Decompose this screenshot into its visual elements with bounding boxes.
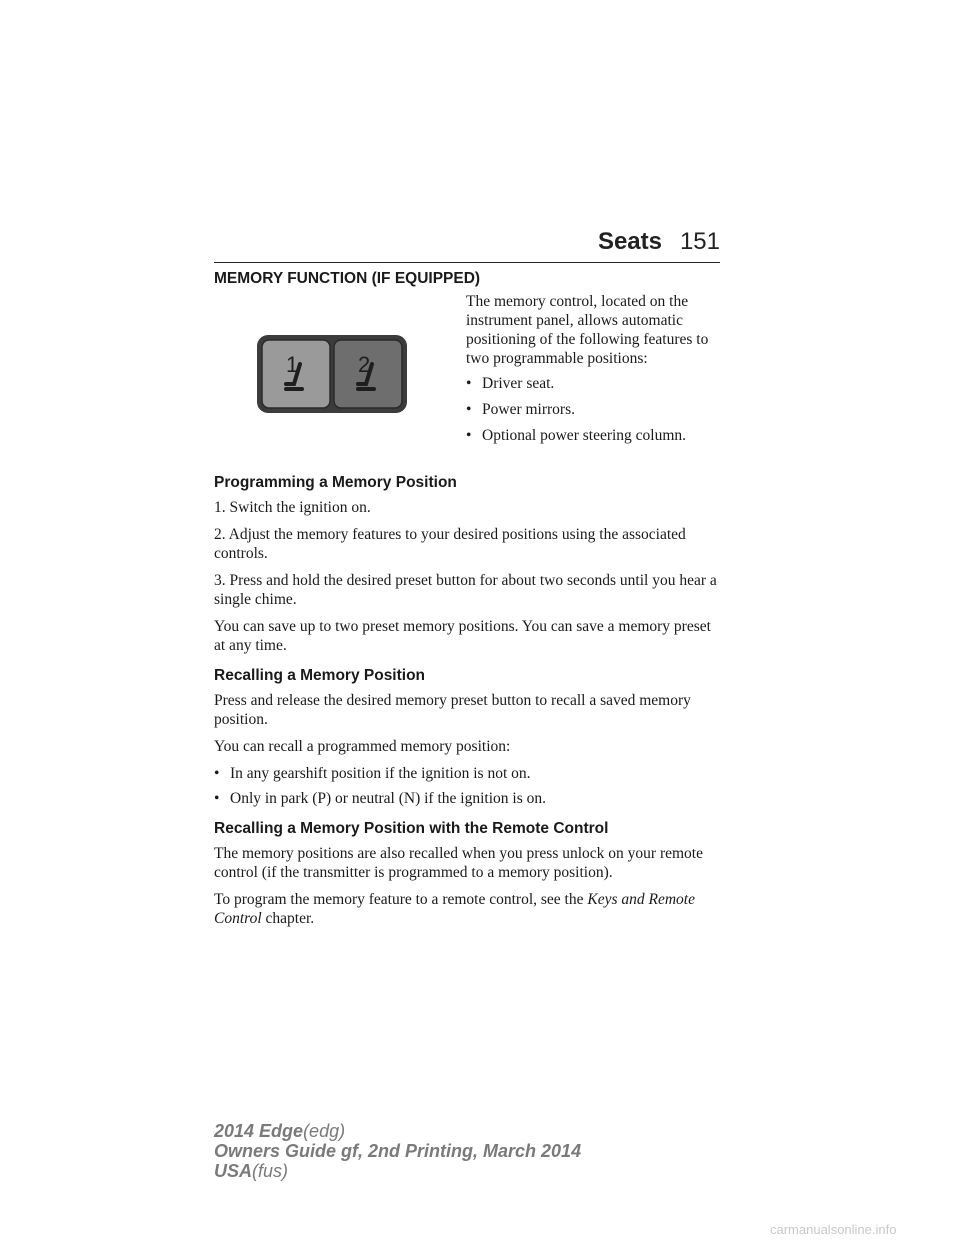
step-3: 3. Press and hold the desired preset button for about two seconds until you hear a single chime. [214, 572, 717, 608]
programming-note: You can save up to two preset memory positions. You can save a memory preset at any time. [214, 618, 711, 654]
footer-market-line [214, 1161, 581, 1181]
header-section-title: Seats [597, 228, 662, 255]
remote-heading: Recalling a Memory Position with the Remote Control [214, 820, 609, 837]
footer-model: 2014 Edge [214, 1121, 304, 1141]
button-2-label: 2 [358, 352, 371, 377]
section-title: MEMORY FUNCTION (IF EQUIPPED) [214, 270, 481, 287]
remote-reference [214, 890, 724, 928]
watermark: carmanualsonline.info [770, 1222, 897, 1237]
remote-reference-suffix: chapter. [261, 910, 315, 927]
step-2: 2. Adjust the memory features to your desired positions using the associated controls. [214, 526, 686, 562]
recalling-paragraph: Press and release the desired memory preset button to recall a saved memory position. [214, 692, 691, 728]
recall-conditions-list [214, 764, 724, 808]
page-header [214, 228, 720, 263]
footer-market: USA [214, 1161, 253, 1181]
footer-model-code: (edg) [303, 1121, 346, 1141]
footer-model-line [214, 1121, 581, 1141]
recalling-intro: You can recall a programmed memory position: [214, 738, 511, 755]
intro-paragraph: The memory control, located on the instrument panel, allows automatic positioning of the following features to two programmable positions: [466, 293, 709, 367]
chapter-reference: Keys and Remote Control [214, 891, 695, 927]
remote-reference-prefix: To program the memory feature to a remote control, see the [214, 891, 588, 908]
recalling-heading: Recalling a Memory Position [214, 667, 426, 684]
list-item: • Only in park (P) or neutral (N) if the ignition is on. [214, 789, 724, 808]
remote-paragraph: The memory positions are also recalled when you press unlock on your remote control (if the transmitter is programmed to a memory position). [214, 845, 703, 881]
list-item: • Driver seat. [466, 374, 728, 393]
list-item: • Power mirrors. [466, 400, 728, 419]
page-number: 151 [679, 228, 720, 255]
memory-buttons-figure [256, 334, 408, 414]
button-1-label: 1 [286, 352, 299, 377]
intro-text [466, 292, 728, 452]
page-footer [214, 1121, 581, 1181]
footer-market-code: (fus) [252, 1161, 289, 1181]
list-item: • Optional power steering column. [466, 426, 728, 445]
footer-guide: Owners Guide gf, 2nd Printing, March 2014 [214, 1141, 582, 1161]
programming-heading: Programming a Memory Position [214, 474, 457, 491]
intro-block [214, 290, 724, 462]
feature-list [466, 374, 728, 445]
list-item: • In any gearshift position if the ignition is not on. [214, 764, 724, 783]
page-content [214, 268, 724, 936]
step-1: 1. Switch the ignition on. [214, 499, 371, 516]
footer-guide-line [214, 1141, 581, 1161]
